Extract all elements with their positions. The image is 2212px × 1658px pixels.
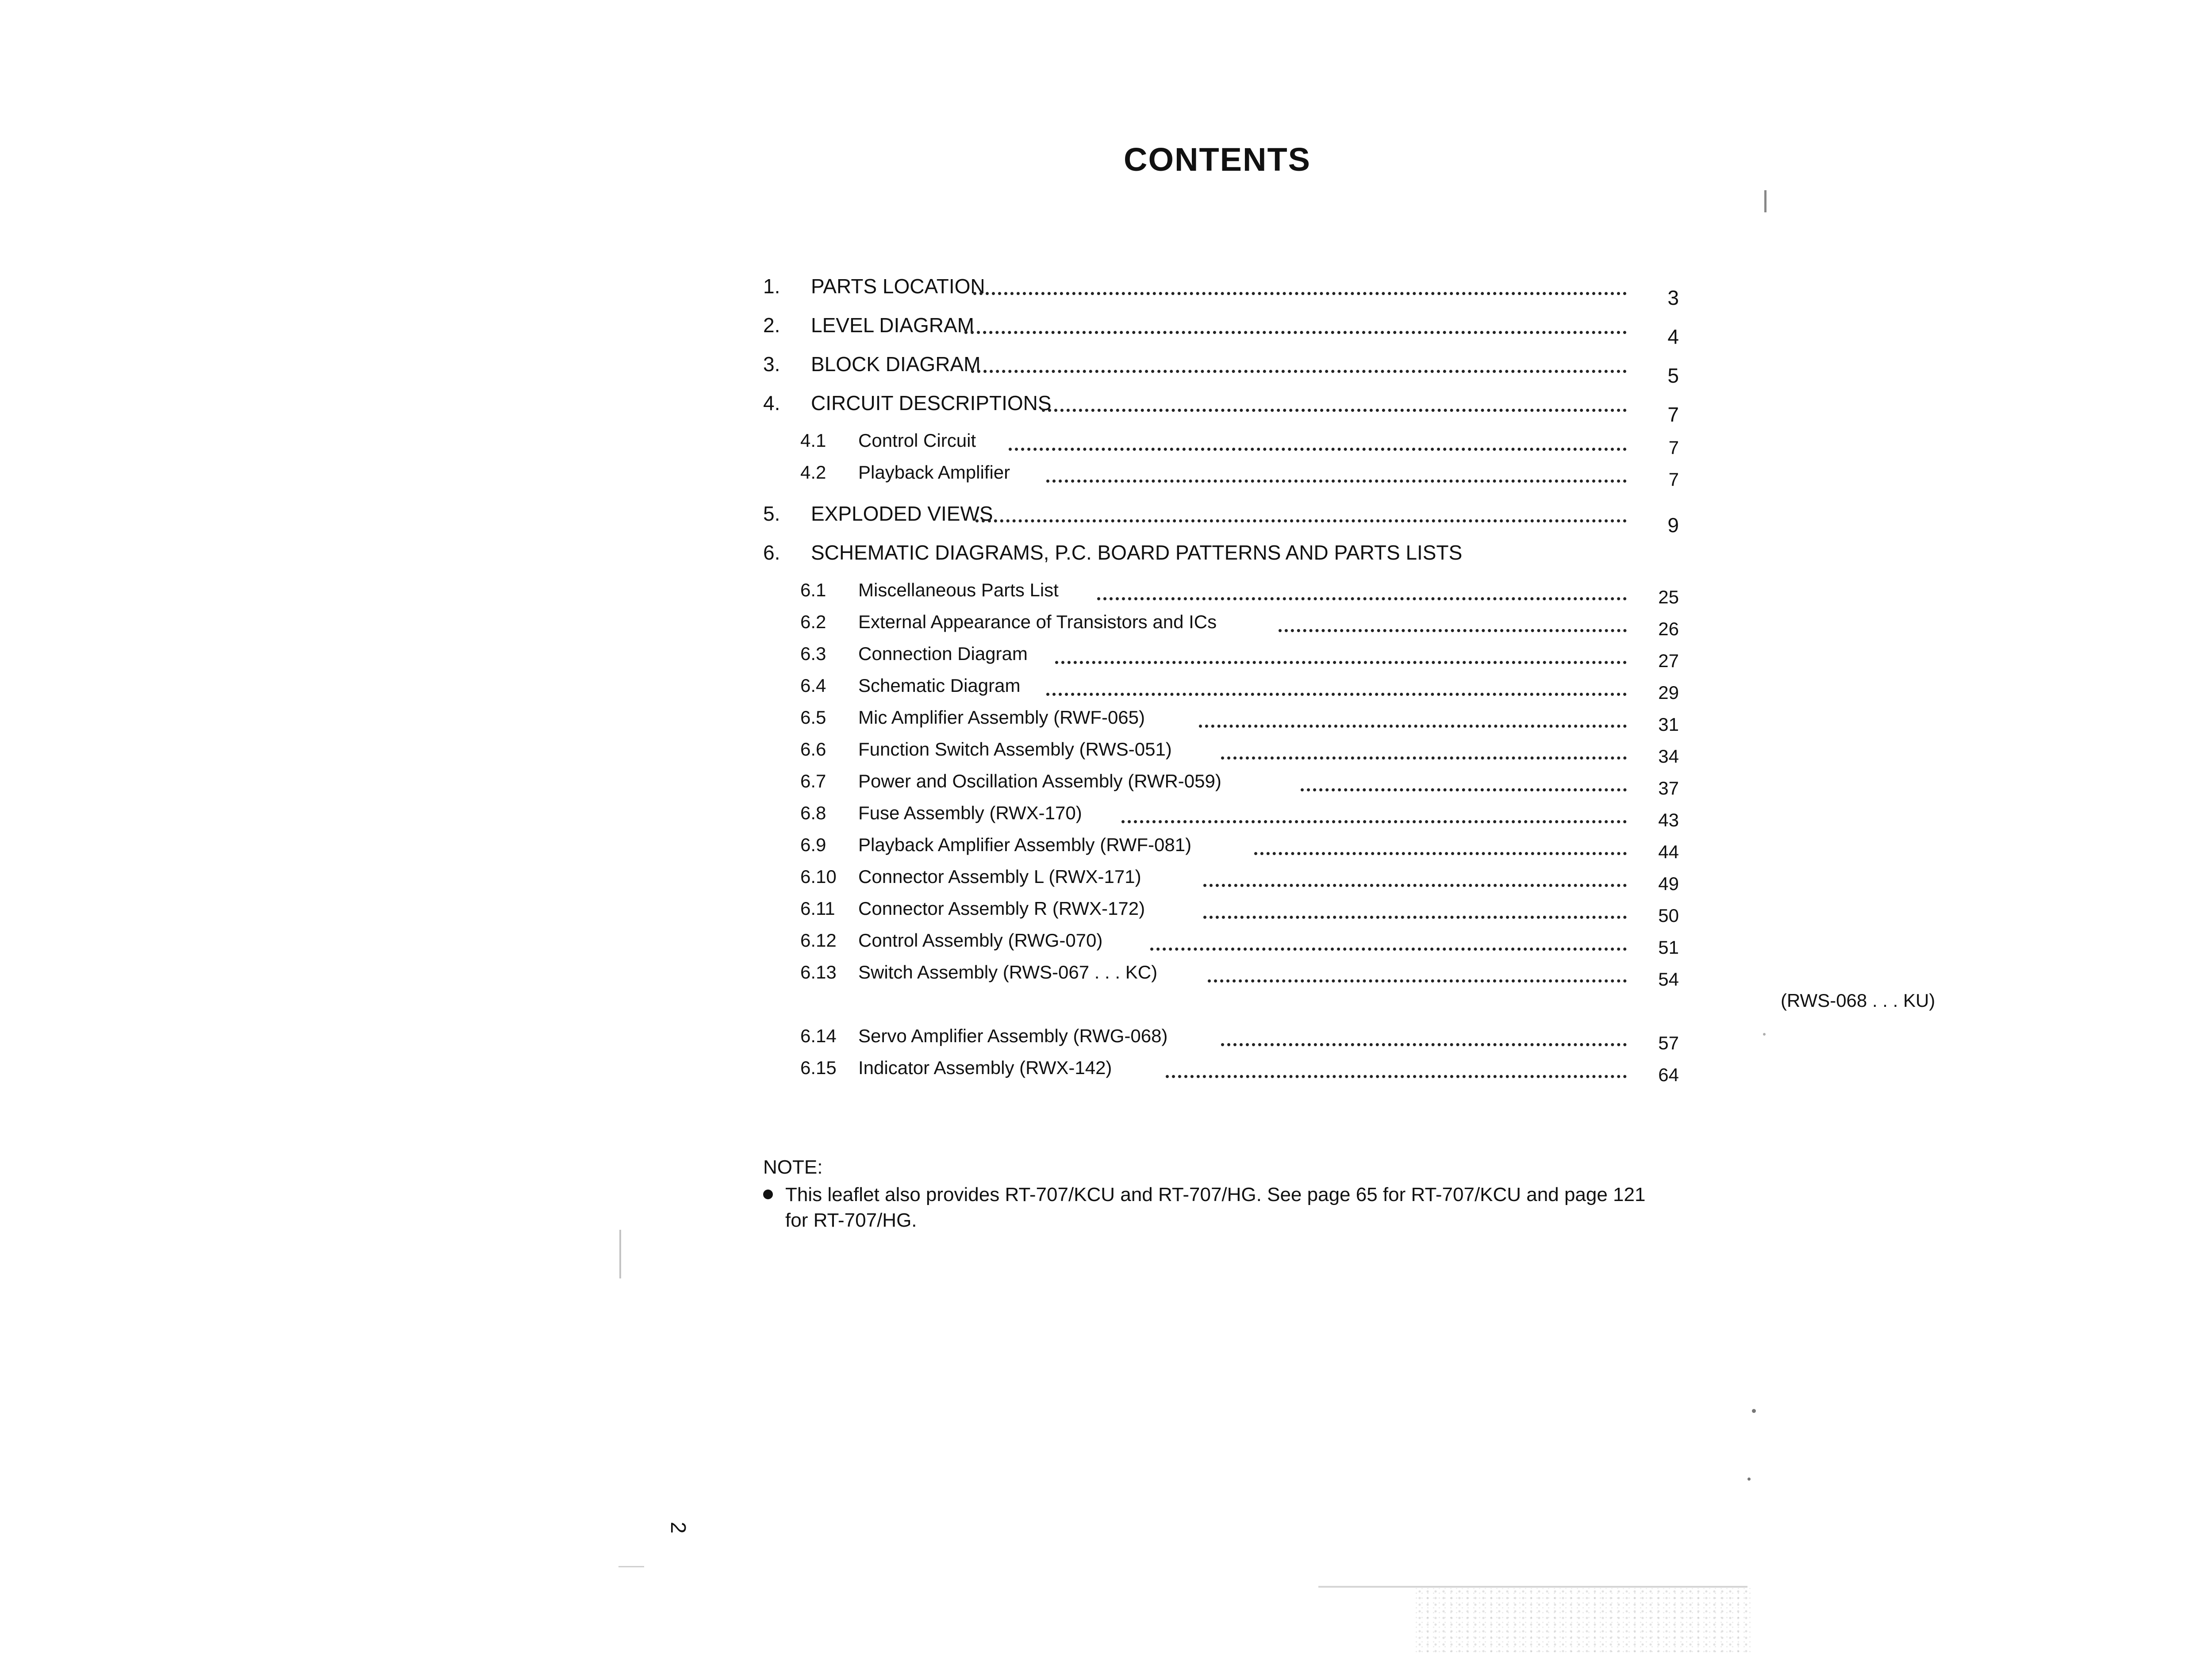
toc-entry-page: 9 xyxy=(1667,514,1679,537)
toc-entry-title: LEVEL DIAGRAM xyxy=(811,314,974,337)
toc-leader-dots xyxy=(1166,1071,1627,1078)
toc-leader-dots xyxy=(1301,784,1627,791)
toc-entry xyxy=(763,349,1679,388)
page-number: 2 xyxy=(666,1522,690,1534)
toc-entry-number: 6.10 xyxy=(800,866,837,887)
toc-entry-page: 51 xyxy=(1658,937,1679,958)
toc-leader-dots xyxy=(1208,975,1627,983)
toc-entry-page: 5 xyxy=(1667,364,1679,387)
toc-leader-dots xyxy=(1055,656,1627,664)
scan-artifact-dot xyxy=(1747,1478,1751,1481)
toc-subentry xyxy=(763,672,1679,703)
toc-subentry xyxy=(763,767,1679,799)
note-section xyxy=(763,1155,1666,1233)
toc-subentry xyxy=(763,640,1679,672)
toc-subentry xyxy=(763,863,1679,894)
scan-artifact-line xyxy=(1764,190,1767,212)
toc-entry-number: 3. xyxy=(763,353,780,376)
scan-artifact-dot xyxy=(1752,1409,1756,1413)
toc-leader-dots xyxy=(964,326,1627,334)
toc-leader-dots xyxy=(1221,1039,1627,1046)
toc-entry-page: 29 xyxy=(1658,682,1679,703)
toc-entry-number: 4.1 xyxy=(800,430,826,451)
toc-entry-page: 25 xyxy=(1658,587,1679,607)
toc-entry-number: 6.8 xyxy=(800,802,826,823)
toc-subentry xyxy=(763,894,1679,926)
toc-entry-number: 6.12 xyxy=(800,930,837,951)
toc-leader-dots xyxy=(971,365,1627,373)
scan-noise xyxy=(1416,1588,1752,1652)
toc-entry-number: 6.4 xyxy=(800,675,826,696)
table-of-contents xyxy=(763,271,1936,1086)
toc-entry-title: Servo Amplifier Assembly (RWG-068) xyxy=(858,1025,1168,1046)
toc-entry-number: 5. xyxy=(763,502,780,525)
toc-entry xyxy=(763,498,1679,537)
toc-entry-number: 6.15 xyxy=(800,1057,837,1078)
toc-leader-dots xyxy=(1097,593,1627,600)
toc-entry-title: Playback Amplifier Assembly (RWF-081) xyxy=(858,834,1192,855)
toc-entry-number: 1. xyxy=(763,275,780,298)
toc-entry-page: 64 xyxy=(1658,1064,1679,1085)
toc-entry-number: 6.1 xyxy=(800,580,826,600)
toc-entry-page: 50 xyxy=(1658,905,1679,926)
bullet-icon xyxy=(763,1190,773,1199)
toc-entry-page: 7 xyxy=(1668,437,1679,458)
note-text: This leaflet also provides RT-707/KCU and RT-707/HG. See page 65 for RT-707/KCU and page 121 for RT-707/HG. xyxy=(785,1184,1646,1231)
toc-entry-number: 2. xyxy=(763,314,780,337)
toc-subentry xyxy=(763,958,1679,990)
toc-entry-title: Fuse Assembly (RWX-170) xyxy=(858,802,1082,823)
scan-artifact-dot xyxy=(1763,1033,1766,1036)
toc-subentry xyxy=(763,799,1679,831)
toc-entry xyxy=(763,271,1679,310)
toc-entry-title: BLOCK DIAGRAM xyxy=(811,353,981,376)
toc-entry-title: PARTS LOCATION xyxy=(811,275,985,298)
toc-entry-title: EXPLODED VIEWS xyxy=(811,502,993,525)
toc-entry xyxy=(763,537,1679,576)
toc-entry-title: Indicator Assembly (RWX-142) xyxy=(858,1057,1112,1078)
toc-entry-page: 26 xyxy=(1658,618,1679,639)
toc-entry-number: 6.7 xyxy=(800,771,826,791)
toc-entry-number: 6.6 xyxy=(800,739,826,760)
toc-entry-page: 31 xyxy=(1658,714,1679,735)
toc-subentry xyxy=(763,703,1679,735)
toc-subentry xyxy=(763,926,1679,958)
toc-entry xyxy=(763,388,1679,426)
scan-artifact-line xyxy=(1318,1586,1747,1588)
toc-subentry xyxy=(763,735,1679,767)
toc-subentry xyxy=(763,458,1679,490)
toc-entry-page: 7 xyxy=(1667,403,1679,426)
toc-entry-title: Connector Assembly L (RWX-171) xyxy=(858,866,1141,887)
toc-subentry xyxy=(763,576,1679,608)
toc-leader-dots xyxy=(1221,752,1627,760)
toc-entry-page: 4 xyxy=(1667,325,1679,348)
toc-entry-title: SCHEMATIC DIAGRAMS, P.C. BOARD PATTERNS AND PARTS LISTS xyxy=(811,541,1463,564)
toc-subentry xyxy=(763,608,1679,640)
toc-leader-dots xyxy=(975,515,1627,522)
toc-entry-number: 6.9 xyxy=(800,834,826,855)
toc-leader-dots xyxy=(1199,720,1627,728)
toc-leader-dots xyxy=(1203,879,1627,887)
toc-leader-dots xyxy=(1009,443,1627,451)
page-title: CONTENTS xyxy=(1124,141,1311,178)
toc-entry-continuation: (RWS-068 . . . KU) xyxy=(1781,990,1936,1011)
toc-entry-number: 6.3 xyxy=(800,643,826,664)
toc-entry-page: 43 xyxy=(1658,810,1679,830)
toc-entry-title: CIRCUIT DESCRIPTIONS xyxy=(811,391,1052,414)
toc-leader-dots xyxy=(1254,848,1627,855)
toc-entry-title: Schematic Diagram xyxy=(858,675,1021,696)
toc-subentry xyxy=(763,1054,1679,1086)
toc-subentry xyxy=(763,426,1679,458)
scan-artifact-line xyxy=(619,1230,621,1278)
toc-entry-title: Function Switch Assembly (RWS-051) xyxy=(858,739,1172,760)
toc-entry-number: 6.11 xyxy=(800,898,835,919)
toc-leader-dots xyxy=(1279,625,1627,632)
toc-leader-dots xyxy=(973,288,1627,295)
note-bullet xyxy=(763,1182,1666,1233)
toc-entry-number: 6.13 xyxy=(800,962,837,983)
toc-entry-title: Control Circuit xyxy=(858,430,976,451)
toc-entry-page: 27 xyxy=(1658,650,1679,671)
toc-entry-number: 4. xyxy=(763,391,780,414)
toc-leader-dots xyxy=(1046,688,1627,696)
toc-entry-title: Miscellaneous Parts List xyxy=(858,580,1059,600)
note-label: NOTE: xyxy=(763,1156,823,1178)
toc-entry-title: Power and Oscillation Assembly (RWR-059) xyxy=(858,771,1221,791)
toc-subentry xyxy=(763,1022,1679,1054)
toc-leader-dots xyxy=(1121,816,1627,823)
toc-entry-page: 7 xyxy=(1668,469,1679,490)
toc-entry-number: 6. xyxy=(763,541,780,564)
toc-entry-page: 54 xyxy=(1658,969,1679,990)
toc-entry-number: 4.2 xyxy=(800,462,826,483)
toc-entry-page: 44 xyxy=(1658,841,1679,862)
toc-entry-title: Switch Assembly (RWS-067 . . . KC) xyxy=(858,962,1158,983)
toc-leader-dots xyxy=(1046,475,1627,483)
toc-entry-page: 34 xyxy=(1658,746,1679,767)
toc-entry-number: 6.2 xyxy=(800,611,826,632)
toc-leader-dots xyxy=(1203,911,1627,919)
toc-entry-title: Playback Amplifier xyxy=(858,462,1010,483)
toc-leader-dots xyxy=(1042,404,1627,412)
toc-subentry xyxy=(763,831,1679,863)
toc-entry-title: Control Assembly (RWG-070) xyxy=(858,930,1103,951)
toc-entry xyxy=(763,310,1679,349)
toc-entry-page: 37 xyxy=(1658,778,1679,798)
toc-entry-page: 57 xyxy=(1658,1032,1679,1053)
toc-continuation-row xyxy=(763,990,1936,1022)
toc-entry-number: 6.14 xyxy=(800,1025,837,1046)
toc-entry-page: 49 xyxy=(1658,873,1679,894)
toc-entry-title: External Appearance of Transistors and ICs xyxy=(858,611,1217,632)
toc-entry-page: 3 xyxy=(1667,286,1679,309)
toc-entry-title: Connection Diagram xyxy=(858,643,1028,664)
scan-artifact-line xyxy=(618,1566,644,1567)
toc-leader-dots xyxy=(1150,943,1627,951)
toc-entry-number: 6.5 xyxy=(800,707,826,728)
toc-entry-title: Mic Amplifier Assembly (RWF-065) xyxy=(858,707,1145,728)
toc-entry-title: Connector Assembly R (RWX-172) xyxy=(858,898,1145,919)
